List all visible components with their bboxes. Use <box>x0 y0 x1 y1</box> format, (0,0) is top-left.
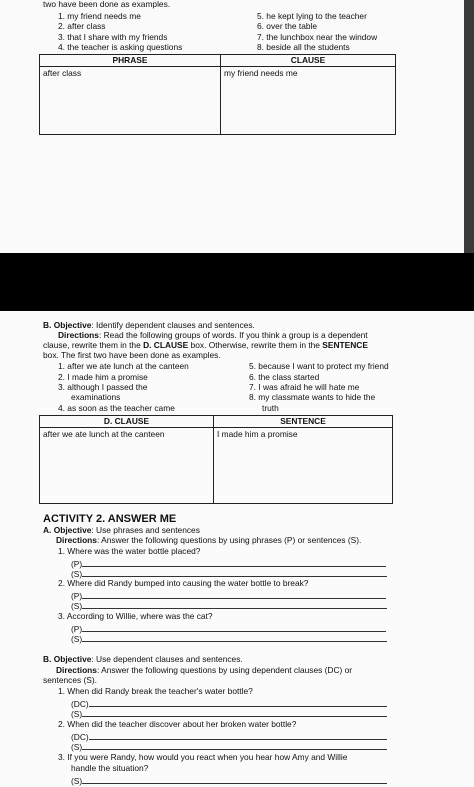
table-header-phrase: PHRASE <box>40 55 221 67</box>
answer-line: (S) <box>71 600 387 612</box>
answer-blank[interactable] <box>82 568 387 577</box>
question: 2. Where did Randy bumped into causing the water bottle to break? <box>58 578 309 588</box>
directions-line-2: clause, rewrite them in the D. CLAUSE box. Otherwise, rewrite them in the SENTENCE <box>43 340 368 350</box>
question: 3. According to Willie, where was the cat? <box>58 611 213 621</box>
table-cell: after class <box>40 67 221 135</box>
table-cell: my friend needs me <box>221 67 396 135</box>
intro-text: two have been done as examples. <box>43 0 171 9</box>
answer-blank[interactable] <box>82 775 387 784</box>
list-item: 5. because I want to protect my friend <box>249 361 389 371</box>
list-item: 4. the teacher is asking questions <box>58 42 183 52</box>
question: 1. Where was the water bottle placed? <box>58 546 201 556</box>
answer-line: (P) <box>71 623 386 635</box>
table-header-dclause: D. CLAUSE <box>40 416 214 428</box>
objective-text: : Identify dependent clauses and sentences. <box>91 320 255 330</box>
dclause-sentence-table <box>39 415 393 504</box>
answer-blank[interactable] <box>82 633 387 642</box>
question: 1. When did Randy break the teacher's water bottle? <box>58 686 253 696</box>
answer-line: (S) <box>71 633 387 645</box>
answer-line: (P) <box>71 590 386 602</box>
question-continuation: handle the situation? <box>71 763 149 773</box>
answer-blank[interactable] <box>82 600 387 609</box>
answer-blank[interactable] <box>82 558 386 567</box>
question: 2. When did the teacher discover about her broken water bottle? <box>58 719 297 729</box>
answer-line: (S) <box>71 741 387 753</box>
list-item: 8. my classmate wants to hide the <box>249 392 376 402</box>
list-item: 8. beside all the students <box>257 42 350 52</box>
answer-blank[interactable] <box>89 731 387 740</box>
list-item: 3. that I share with my friends <box>58 32 168 42</box>
objective-line: B. Objective: Use dependent clauses and sentences. <box>43 654 243 664</box>
answer-line: (S) <box>71 775 387 787</box>
directions-line: sentences (S). <box>43 675 97 685</box>
table-cell: after we ate lunch at the canteen <box>40 428 214 504</box>
answer-line: (S) <box>71 568 387 580</box>
answer-blank[interactable] <box>82 741 387 750</box>
directions-line-3: box. The first two have been done as examples. <box>43 350 221 360</box>
list-item: 2. after class <box>58 21 106 31</box>
table-header-clause: CLAUSE <box>221 55 396 67</box>
question: 3. If you were Randy, how would you react when you hear how Amy and Willie <box>58 752 348 762</box>
directions-label: Directions <box>58 330 99 340</box>
answer-blank[interactable] <box>89 698 387 707</box>
answer-blank[interactable] <box>82 590 386 599</box>
answer-blank[interactable] <box>82 708 387 717</box>
list-item: 7. I was afraid he will hate me <box>249 382 360 392</box>
objective-line: A. Objective: Use phrases and sentences <box>43 525 200 535</box>
list-item: 3. although I passed the <box>58 382 148 392</box>
list-item: 1. my friend needs me <box>58 11 141 21</box>
directions-line: Directions: Answer the following questions by using dependent clauses (DC) or <box>56 665 353 675</box>
list-item: 6. over the table <box>257 21 318 31</box>
list-item: 4. as soon as the teacher came <box>58 403 175 413</box>
answer-line: (P) <box>71 558 386 570</box>
answer-blank[interactable] <box>82 623 386 632</box>
directions-line-1: Directions: Read the following groups of words. If you think a group is a dependent <box>58 330 368 340</box>
list-item: 2. I made him a promise <box>58 372 148 382</box>
list-item: truth <box>262 403 279 413</box>
directions-line: Directions: Answer the following questions by using phrases (P) or sentences (S). <box>56 535 362 545</box>
answer-line: (S) <box>71 708 387 720</box>
answer-line: (DC) <box>71 731 387 743</box>
list-item: 7. the lunchbox near the window <box>257 32 378 42</box>
list-item: examinations <box>71 392 121 402</box>
activity-title: ACTIVITY 2. ANSWER ME <box>43 513 177 525</box>
objective-label: B. Objective <box>43 320 92 330</box>
phrase-clause-table <box>39 54 396 135</box>
table-cell: I made him a promise <box>214 428 393 504</box>
table-header-sentence: SENTENCE <box>214 416 393 428</box>
scan-gap-band <box>0 253 474 311</box>
list-item: 1. after we ate lunch at the canteen <box>58 361 189 371</box>
list-item: 6. the class started <box>249 372 320 382</box>
list-item: 5. he kept lying to the teacher <box>257 11 367 21</box>
answer-line: (DC) <box>71 698 387 710</box>
page-edge-shadow <box>464 0 474 253</box>
